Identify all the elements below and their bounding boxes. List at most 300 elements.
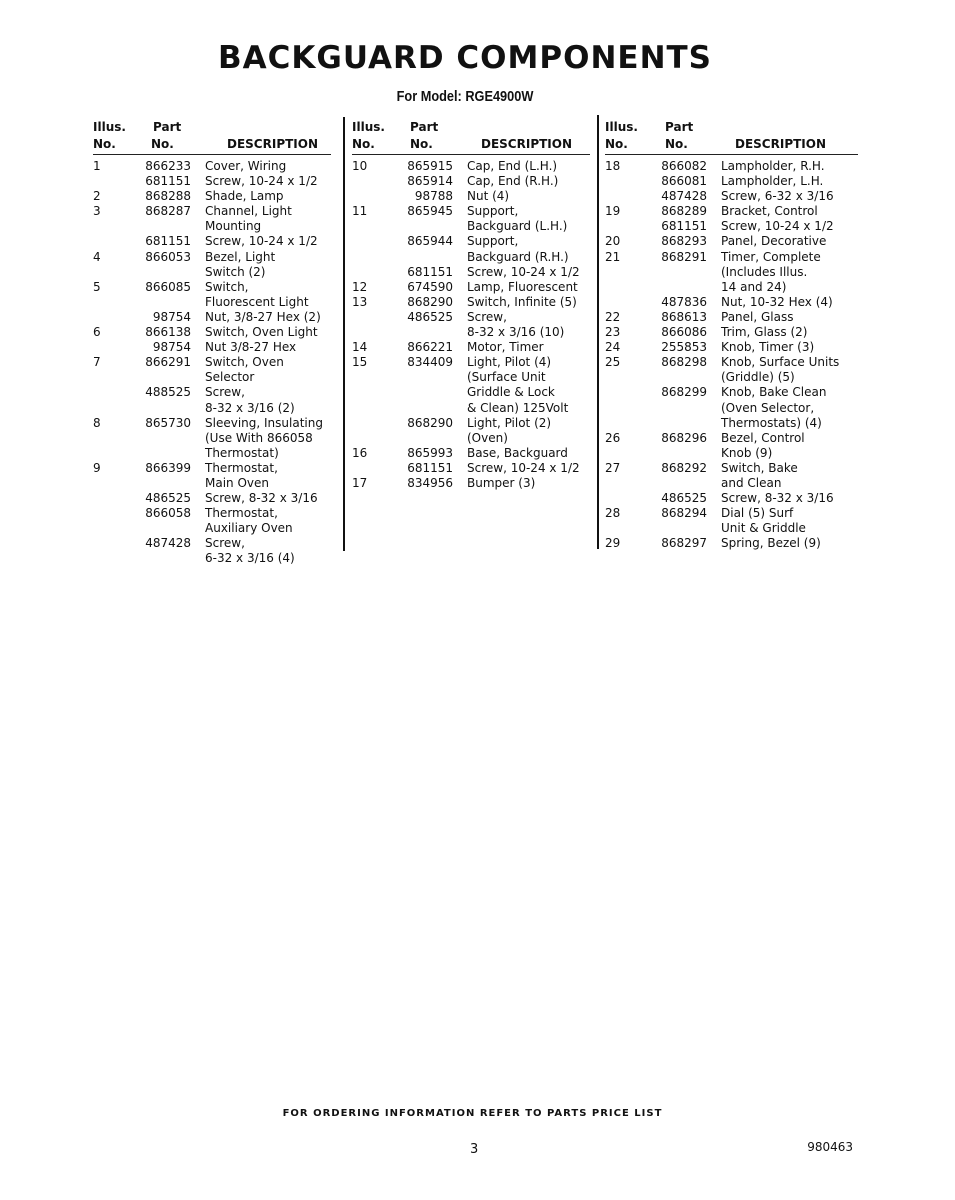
part-number: 868290	[407, 415, 453, 430]
description-line: Main Oven	[205, 475, 269, 490]
description-line: Auxiliary Oven	[205, 521, 293, 536]
part-number: 868290	[407, 294, 453, 309]
illus-number: 28	[605, 506, 621, 521]
table-row	[352, 234, 590, 264]
table-row	[605, 174, 858, 189]
description-line: (Oven Selector,	[721, 400, 815, 415]
part-description	[721, 431, 858, 461]
description-line: Knob, Bake Clean	[721, 385, 827, 400]
description-line: Thermostat)	[205, 445, 279, 460]
part-description	[467, 159, 590, 174]
table-row	[93, 325, 331, 340]
illus-header: Illus.	[352, 120, 385, 134]
table-row	[93, 385, 331, 415]
description-line: (Oven)	[467, 430, 508, 445]
part-description	[467, 189, 590, 204]
illus-number	[93, 234, 133, 249]
part-description	[721, 234, 858, 249]
description-line: Knob (9)	[721, 445, 773, 460]
illus-number: 22	[605, 309, 621, 324]
part-header: Part	[153, 120, 182, 134]
description-line: and Clean	[721, 475, 782, 490]
description-line: Trim, Glass (2)	[721, 325, 808, 340]
description-line: 6-32 x 3/16 (4)	[205, 551, 295, 566]
table-row	[352, 265, 590, 280]
description-line: Screw, 6-32 x 3/16	[721, 189, 834, 204]
part-description	[721, 325, 858, 340]
description-line: Screw, 10-24 x 1/2	[205, 174, 318, 189]
description-line: (Includes Illus.	[721, 264, 808, 279]
part-description	[205, 174, 331, 189]
description-line: Screw,	[205, 536, 245, 551]
part-description	[205, 280, 331, 310]
table-row	[605, 461, 858, 491]
column-header	[93, 118, 331, 155]
description-line: Cap, End (R.H.)	[467, 174, 559, 189]
part-number: 866233	[145, 159, 191, 173]
table-row	[352, 355, 590, 415]
part-header: Part	[665, 120, 694, 134]
description-line: Lampholder, R.H.	[721, 159, 825, 173]
description-line: Thermostats) (4)	[721, 415, 822, 430]
description-line: Screw, 10-24 x 1/2	[205, 234, 318, 249]
parts-list	[352, 155, 590, 491]
description-line: Griddle & Lock	[467, 385, 555, 400]
part-number: 865945	[407, 204, 453, 219]
page-title: BACKGUARD COMPONENTS	[217, 40, 712, 76]
illus-header: No.	[352, 137, 375, 151]
illus-header: No.	[605, 137, 628, 151]
description-line: Screw, 8-32 x 3/16	[721, 491, 834, 506]
table-row	[605, 310, 858, 325]
table-row	[605, 340, 858, 355]
description-line: Timer, Complete	[721, 249, 821, 264]
illus-number	[352, 461, 397, 476]
part-header: No.	[151, 137, 174, 151]
illus-number	[93, 340, 133, 355]
part-description	[205, 310, 331, 325]
table-row	[93, 234, 331, 249]
part-number: 866399	[145, 460, 191, 475]
part-number: 834409	[407, 355, 453, 370]
table-row	[605, 385, 858, 430]
description-line: Screw, 10-24 x 1/2	[721, 219, 834, 234]
part-number: 868291	[661, 249, 707, 264]
part-number: 868299	[661, 385, 707, 400]
part-description	[721, 506, 858, 536]
table-row	[605, 506, 858, 536]
part-description	[721, 310, 858, 325]
description-line: Base, Backguard	[467, 445, 568, 460]
part-description	[205, 189, 331, 204]
description-line: Switch (2)	[205, 264, 266, 279]
column-divider	[597, 115, 599, 549]
description-line: Light, Pilot (4)	[467, 355, 552, 370]
description-line: 8-32 x 3/16 (2)	[205, 400, 295, 415]
table-row	[605, 491, 858, 506]
part-number: 865915	[407, 159, 453, 173]
description-line: Knob, Surface Units	[721, 355, 840, 370]
description-line: Screw, 10-24 x 1/2	[467, 460, 580, 475]
illus-number: 17	[352, 475, 368, 490]
table-row	[93, 204, 331, 234]
part-number: 487428	[145, 536, 191, 551]
illus-number	[352, 174, 397, 189]
illus-number: 16	[352, 445, 368, 460]
description-line: (Griddle) (5)	[721, 370, 795, 385]
description-line: Thermostat,	[205, 506, 278, 521]
part-header: No.	[665, 137, 688, 151]
illus-number: 24	[605, 340, 621, 355]
table-row	[605, 219, 858, 234]
description-line: (Surface Unit	[467, 370, 546, 385]
part-number: 868289	[661, 204, 707, 219]
part-description	[721, 159, 858, 174]
illus-number: 11	[352, 204, 368, 219]
description-line: Light, Pilot (2)	[467, 415, 552, 430]
part-description	[205, 506, 331, 536]
table-row	[352, 340, 590, 355]
description-line: Panel, Glass	[721, 309, 794, 324]
illus-number: 29	[605, 536, 621, 551]
part-number: 865730	[145, 415, 191, 430]
table-row	[93, 159, 331, 174]
column-header	[352, 118, 590, 155]
description-line: Shade, Lamp	[205, 189, 284, 204]
part-description	[205, 250, 331, 280]
part-description	[721, 189, 858, 204]
table-row	[352, 189, 590, 204]
part-number: 255853	[661, 340, 707, 355]
description-line: Lamp, Fluorescent	[467, 279, 578, 294]
illus-number	[93, 174, 133, 189]
illus-number: 9	[93, 460, 101, 475]
description-line: Bezel, Control	[721, 430, 805, 445]
illus-number: 15	[352, 355, 368, 370]
table-row	[93, 491, 331, 506]
table-row	[352, 204, 590, 234]
illus-number: 12	[352, 279, 368, 294]
table-row	[605, 295, 858, 310]
part-number: 865914	[407, 174, 453, 189]
illus-number: 1	[93, 159, 101, 173]
table-row	[93, 189, 331, 204]
illus-number	[605, 385, 651, 430]
part-number: 868288	[145, 189, 191, 204]
part-description	[467, 265, 590, 280]
description-header: DESCRIPTION	[735, 137, 827, 151]
illus-number	[605, 174, 651, 189]
description-line: 8-32 x 3/16 (10)	[467, 325, 565, 340]
description-line: Switch, Oven Light	[205, 325, 318, 340]
illus-header: Illus.	[605, 120, 638, 134]
parts-column-2	[352, 118, 590, 491]
part-description	[467, 204, 590, 234]
illus-number	[605, 295, 651, 310]
illus-number	[352, 189, 397, 204]
table-row	[93, 250, 331, 280]
illus-number	[93, 536, 133, 566]
part-description	[721, 461, 858, 491]
table-row	[93, 340, 331, 355]
part-description	[467, 340, 590, 355]
illus-number	[605, 491, 651, 506]
table-row	[605, 355, 858, 385]
table-row	[93, 461, 331, 491]
table-row	[352, 461, 590, 476]
part-number: 834956	[407, 475, 453, 490]
parts-list	[605, 155, 858, 551]
description-line: Channel, Light	[205, 204, 292, 219]
description-line: Switch, Oven	[205, 355, 284, 370]
description-line: 14 and 24)	[721, 279, 787, 294]
table-row	[352, 295, 590, 310]
table-row	[93, 174, 331, 189]
part-description	[205, 461, 331, 491]
part-description	[721, 174, 858, 189]
description-line: Cap, End (L.H.)	[467, 159, 558, 173]
illus-number: 2	[93, 189, 101, 204]
description-line: Cover, Wiring	[205, 159, 287, 173]
part-description	[467, 310, 590, 340]
illus-number	[93, 310, 133, 325]
part-number: 681151	[145, 174, 191, 189]
illus-number	[352, 265, 397, 280]
description-line: Nut, 10-32 Hex (4)	[721, 294, 833, 309]
part-description	[467, 234, 590, 264]
part-number: 98788	[414, 189, 453, 204]
description-line: Motor, Timer	[467, 340, 544, 355]
part-number: 487428	[661, 189, 707, 204]
part-description	[467, 446, 590, 461]
description-line: Support,	[467, 204, 519, 219]
table-row	[605, 250, 858, 295]
table-row	[605, 204, 858, 219]
part-number: 486525	[407, 309, 453, 324]
table-row	[605, 159, 858, 174]
document-number: 980463	[807, 1140, 853, 1154]
illus-number: 3	[93, 204, 101, 219]
parts-list	[93, 155, 331, 567]
table-row	[93, 280, 331, 310]
illus-number: 5	[93, 279, 101, 294]
table-row	[93, 310, 331, 325]
part-description	[721, 385, 858, 430]
page-number: 3	[470, 1142, 479, 1157]
table-row	[352, 310, 590, 340]
table-row	[93, 416, 331, 461]
description-line: Support,	[467, 234, 519, 249]
part-number: 868296	[661, 430, 707, 445]
table-row	[352, 476, 590, 491]
description-line: Nut 3/8-27 Hex	[205, 340, 297, 355]
table-row	[352, 416, 590, 446]
description-line: Dial (5) Surf	[721, 506, 794, 521]
column-divider	[343, 117, 345, 551]
part-description	[721, 219, 858, 234]
part-description	[721, 491, 858, 506]
part-description	[205, 536, 331, 566]
parts-column-1	[93, 118, 331, 567]
description-line: Bezel, Light	[205, 249, 276, 264]
part-number: 674590	[407, 279, 453, 294]
part-description	[205, 204, 331, 234]
description-line: Switch, Bake	[721, 460, 798, 475]
part-description	[205, 491, 331, 506]
part-number: 488525	[145, 385, 191, 400]
illus-number: 7	[93, 355, 101, 370]
illus-number	[605, 219, 651, 234]
part-description	[721, 250, 858, 295]
description-line: & Clean) 125Volt	[467, 400, 569, 415]
illus-number	[93, 506, 133, 536]
illus-number: 6	[93, 325, 101, 340]
description-line: Selector	[205, 370, 255, 385]
illus-number: 10	[352, 159, 368, 173]
part-number: 866085	[145, 279, 191, 294]
part-description	[205, 234, 331, 249]
description-line: Screw,	[467, 309, 507, 324]
description-line: Switch, Infinite (5)	[467, 294, 577, 309]
description-header: DESCRIPTION	[481, 137, 573, 151]
ordering-note: FOR ORDERING INFORMATION REFER TO PARTS PRICE LIST	[282, 1108, 663, 1119]
part-description	[467, 416, 590, 446]
table-row	[93, 536, 331, 566]
part-description	[721, 204, 858, 219]
part-number: 865993	[407, 445, 453, 460]
description-line: Mounting	[205, 219, 262, 234]
part-number: 868292	[661, 460, 707, 475]
part-description	[467, 295, 590, 310]
part-number: 98754	[152, 340, 191, 355]
table-row	[605, 189, 858, 204]
description-line: Fluorescent Light	[205, 294, 309, 309]
illus-number	[93, 491, 133, 506]
part-description	[205, 416, 331, 461]
illus-number	[352, 416, 397, 446]
part-description	[467, 174, 590, 189]
description-line: Screw,	[205, 385, 245, 400]
description-line: Backguard (R.H.)	[467, 249, 569, 264]
part-description	[721, 536, 858, 551]
part-description	[205, 385, 331, 415]
illus-number: 23	[605, 325, 621, 340]
part-number: 681151	[407, 460, 453, 475]
illus-number: 18	[605, 159, 621, 173]
part-description	[721, 340, 858, 355]
description-line: Panel, Decorative	[721, 234, 827, 249]
part-description	[467, 476, 590, 491]
part-number: 681151	[661, 219, 707, 234]
part-header: No.	[410, 137, 433, 151]
table-row	[352, 159, 590, 174]
description-line: Bumper (3)	[467, 475, 536, 490]
part-number: 866086	[661, 325, 707, 340]
part-number: 868297	[661, 536, 707, 551]
part-number: 486525	[661, 491, 707, 506]
table-row	[352, 280, 590, 295]
description-line: Switch,	[205, 279, 249, 294]
illus-number: 21	[605, 249, 621, 264]
description-line: Sleeving, Insulating	[205, 415, 323, 430]
table-row	[93, 506, 331, 536]
part-header: Part	[410, 120, 439, 134]
part-number: 681151	[145, 234, 191, 249]
part-description	[467, 355, 590, 415]
illus-number: 26	[605, 430, 621, 445]
illus-number	[352, 310, 397, 340]
part-description	[205, 340, 331, 355]
part-number: 868287	[145, 204, 191, 219]
table-row	[605, 325, 858, 340]
description-line: Nut, 3/8-27 Hex (2)	[205, 309, 321, 324]
part-number: 486525	[145, 491, 191, 506]
table-row	[352, 174, 590, 189]
table-row	[93, 355, 331, 385]
description-line: (Use With 866058	[205, 430, 313, 445]
illus-number: 13	[352, 294, 368, 309]
part-description	[721, 295, 858, 310]
table-row	[605, 234, 858, 249]
part-number: 866138	[145, 325, 191, 340]
description-line: Spring, Bezel (9)	[721, 536, 821, 551]
illus-header: Illus.	[93, 120, 126, 134]
description-header: DESCRIPTION	[227, 137, 319, 151]
description-line: Lampholder, L.H.	[721, 174, 824, 189]
table-row	[352, 446, 590, 461]
description-line: Knob, Timer (3)	[721, 340, 815, 355]
illus-number: 20	[605, 234, 621, 249]
part-description	[467, 461, 590, 476]
part-number: 868298	[661, 355, 707, 370]
part-number: 487836	[661, 294, 707, 309]
description-line: Thermostat,	[205, 460, 278, 475]
illus-number: 4	[93, 249, 101, 264]
table-row	[605, 431, 858, 461]
illus-number: 8	[93, 415, 101, 430]
illus-number: 27	[605, 460, 621, 475]
illus-number	[93, 385, 133, 415]
description-line: Screw, 10-24 x 1/2	[467, 264, 580, 279]
part-description	[205, 325, 331, 340]
column-header	[605, 118, 858, 155]
part-number: 868293	[661, 234, 707, 249]
part-number: 865944	[407, 234, 453, 249]
parts-column-3	[605, 118, 858, 551]
part-description	[721, 355, 858, 385]
description-line: Bracket, Control	[721, 204, 818, 219]
model-subtitle: For Model: RGE4900W	[396, 88, 534, 105]
part-description	[205, 159, 331, 174]
part-description	[205, 355, 331, 385]
illus-number: 19	[605, 204, 621, 219]
illus-number: 25	[605, 355, 621, 370]
part-description	[467, 280, 590, 295]
illus-number	[605, 189, 651, 204]
part-number: 866058	[145, 506, 191, 521]
part-number: 866053	[145, 249, 191, 264]
description-line: Unit & Griddle	[721, 521, 806, 536]
part-number: 868613	[661, 309, 707, 324]
part-number: 98754	[152, 309, 191, 324]
description-line: Nut (4)	[467, 189, 510, 204]
description-line: Screw, 8-32 x 3/16	[205, 491, 318, 506]
part-number: 866082	[661, 159, 707, 173]
part-number: 866291	[145, 355, 191, 370]
part-number: 868294	[661, 506, 707, 521]
illus-header: No.	[93, 137, 116, 151]
description-line: Backguard (L.H.)	[467, 219, 568, 234]
